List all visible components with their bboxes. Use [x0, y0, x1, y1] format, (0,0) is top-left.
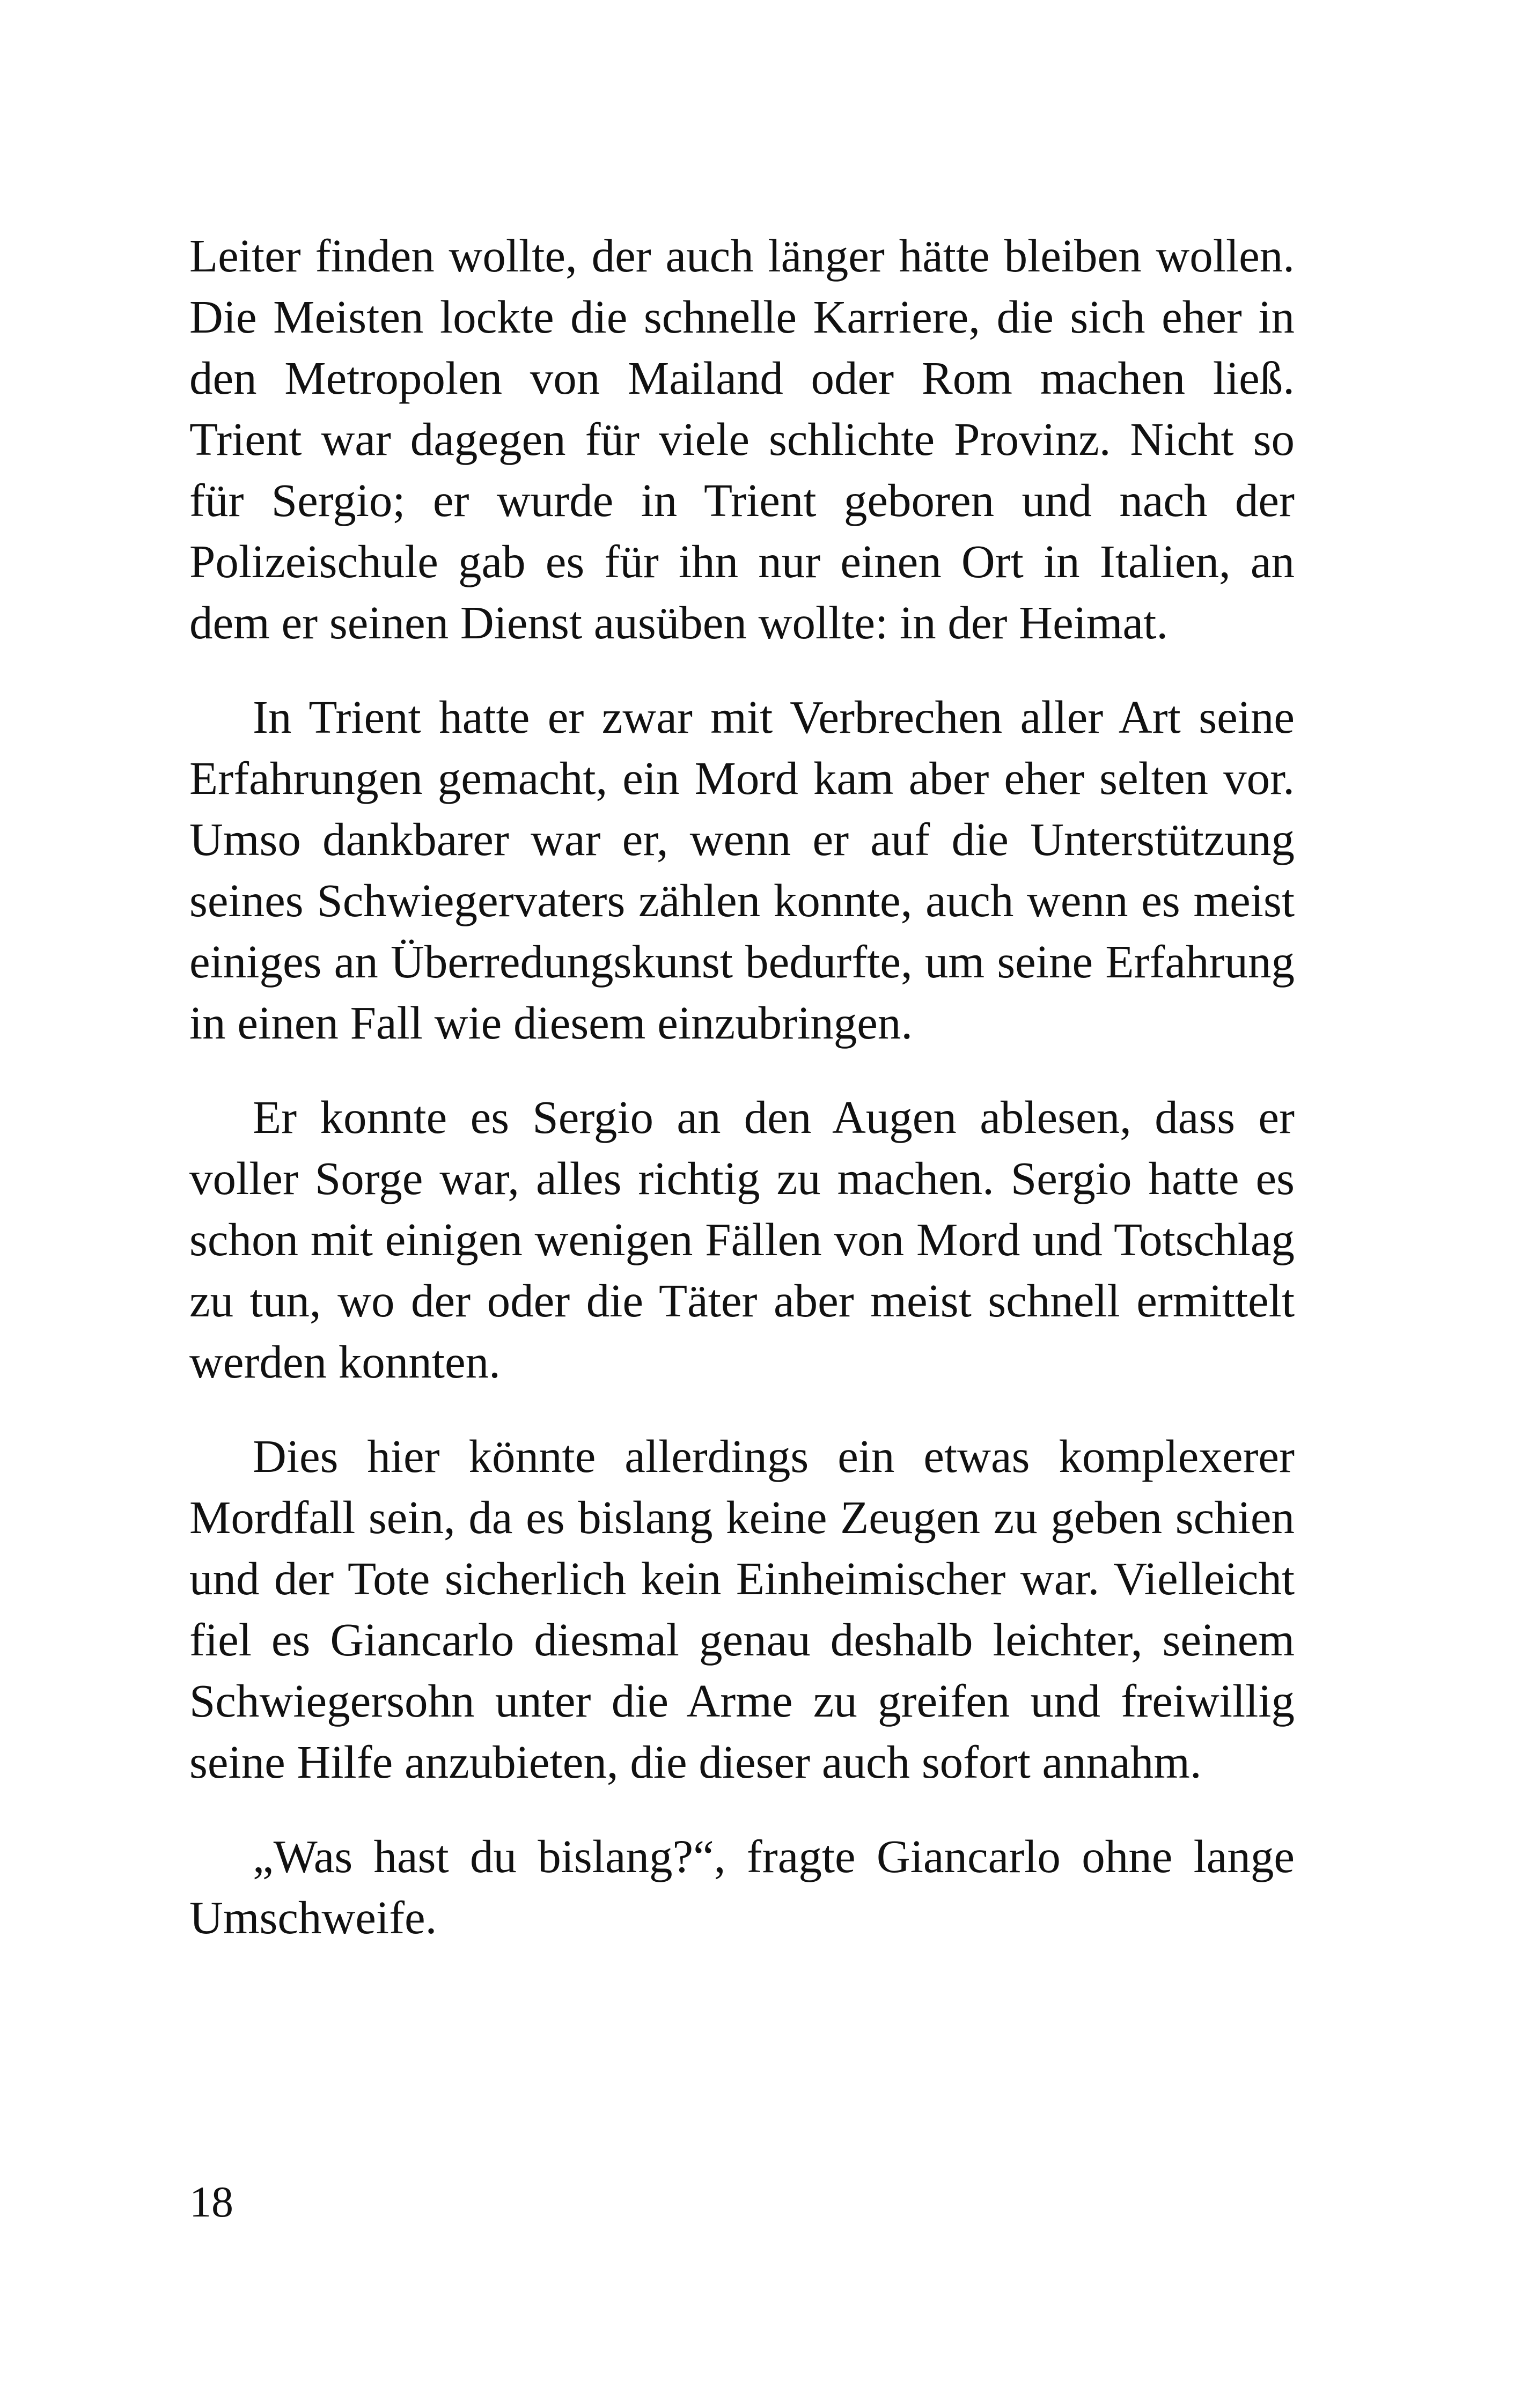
body-text	[189, 225, 1295, 1982]
paragraph-3: Er konnte es Sergio an den Augen ablesen, dass er voller Sorge war, alles richtig zu machen. Sergio hatte es schon mit einigen wenigen Fällen von Mord und Totschlag zu tun, wo der oder die Täter aber meist schnell ermittelt werden konnten.	[189, 1091, 1295, 1388]
page-number: 18	[189, 2177, 233, 2226]
paragraph-5: „Was hast du bislang?“, fragte Giancarlo ohne lange Umschweife.	[189, 1830, 1295, 1943]
paragraph-1: Leiter finden wollte, der auch länger hätte bleiben wollen. Die Meisten lockte die schnelle Karriere, die sich eher in den Metropolen von Mailand oder Rom machen ließ. Trient war dagegen für viele schlichte Provinz. Nicht so für Sergio; er wurde in Trient geboren und nach der Polizeischule gab es für ihn nur einen Ort in Italien, an dem er seinen Dienst ausüben wollte: in der Heimat.	[189, 230, 1295, 649]
paragraph-4: Dies hier könnte allerdings ein etwas komplexerer Mordfall sein, da es bislang keine Zeugen zu geben schien und der Tote sicherlich kein Einheimischer war. Vielleicht fiel es Giancarlo diesmal genau deshalb leichter, seinem Schwiegersohn unter die Arme zu greifen und freiwillig seine Hilfe anzubieten, die dieser auch sofort annahm.	[189, 1430, 1295, 1788]
paragraph-2: In Trient hatte er zwar mit Verbrechen aller Art seine Erfahrungen gemacht, ein Mord kam aber eher selten vor. Umso dankbarer war er, wenn er auf die Unterstützung seines Schwiegervaters zählen konnte, auch wenn es meist einiges an Überredungskunst bedurfte, um seine Erfahrung in einen Fall wie diesem einzubringen.	[189, 691, 1295, 1049]
